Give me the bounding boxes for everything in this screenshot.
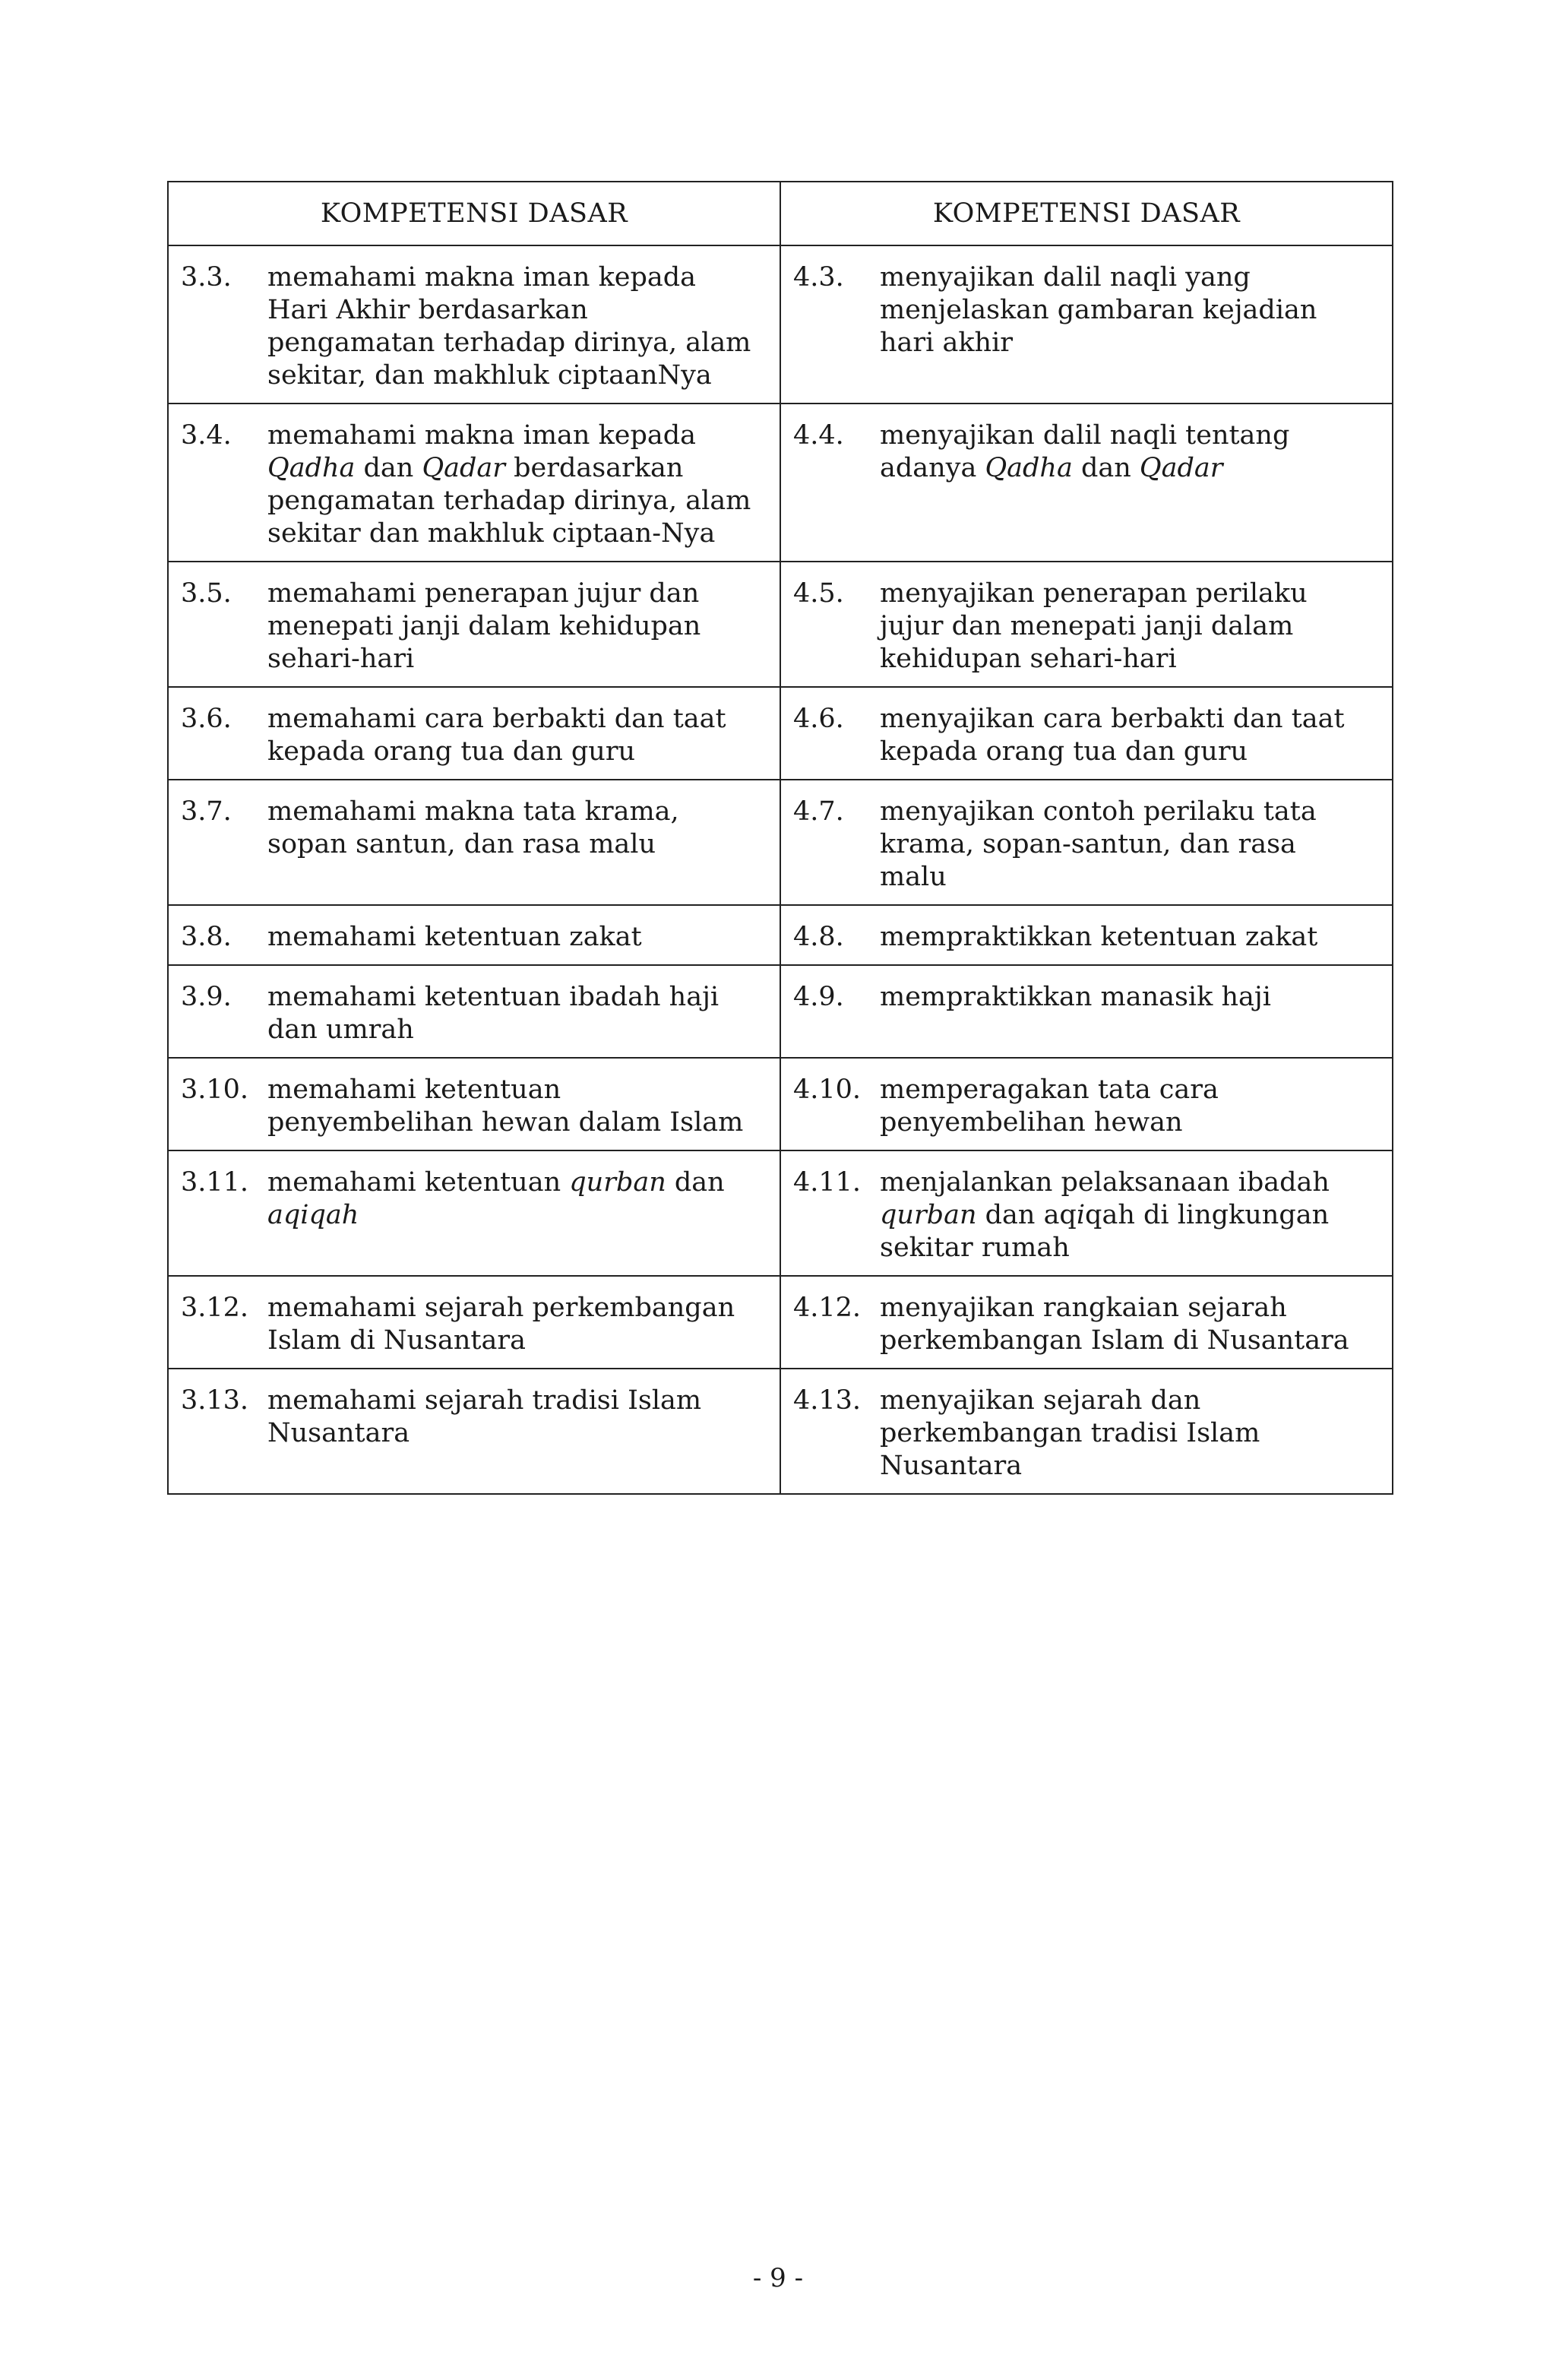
competency-text-line: sekitar dan makhluk ciptaan-Nya — [267, 518, 716, 549]
competency-cell-left — [168, 245, 780, 404]
competency-text — [880, 921, 1381, 954]
competency-item — [181, 419, 769, 550]
competency-text-line: memahami ketentuan — [267, 1074, 561, 1105]
competency-text-line: malu — [880, 862, 947, 892]
competency-cell-left — [168, 562, 780, 687]
table-row — [168, 1150, 1393, 1276]
competency-text-line: menyajikan dalil naqli tentang — [880, 420, 1290, 451]
competency-text-line: sekitar, dan makhluk ciptaanNya — [267, 360, 712, 391]
competency-item — [793, 796, 1381, 894]
competency-text-line: menyajikan rangkaian sejarah — [880, 1293, 1287, 1323]
competency-cell-left — [168, 1058, 780, 1150]
competency-number: 3.4. — [181, 420, 232, 451]
competency-item — [181, 1074, 769, 1139]
competency-text-line: Qadha dan Qadar berdasarkan — [267, 453, 684, 483]
competency-text-line: menepati janji dalam kehidupan — [267, 611, 701, 641]
competency-cell-right — [780, 905, 1393, 965]
competency-text — [880, 578, 1381, 676]
competency-number: 3.7. — [181, 796, 232, 827]
competency-number: 3.5. — [181, 578, 232, 609]
competency-cell-left — [168, 905, 780, 965]
competency-number: 4.6. — [793, 704, 844, 734]
competency-text-line: mempraktikkan manasik haji — [880, 982, 1271, 1012]
competency-text — [880, 1074, 1381, 1139]
competency-text-line: memahami ketentuan qurban dan — [267, 1167, 725, 1198]
competency-cell-left — [168, 1369, 780, 1494]
competency-text-line: memahami makna tata krama, — [267, 796, 679, 827]
competency-table — [167, 181, 1393, 1495]
competency-number: 3.3. — [181, 262, 232, 293]
competency-cell-left — [168, 965, 780, 1058]
competency-cell-right — [780, 687, 1393, 780]
competency-item — [793, 1385, 1381, 1483]
competency-text-line: perkembangan Islam di Nusantara — [880, 1325, 1349, 1356]
competency-cell-left — [168, 404, 780, 562]
competency-text — [267, 578, 769, 676]
competency-cell-right — [780, 245, 1393, 404]
column-header-right: KOMPETENSI DASAR — [780, 182, 1393, 245]
competency-text — [267, 796, 769, 861]
competency-text-line: memahami makna iman kepada — [267, 420, 697, 451]
competency-number: 4.10. — [793, 1074, 862, 1105]
competency-item — [793, 1074, 1381, 1139]
competency-text — [267, 419, 769, 550]
competency-text — [880, 796, 1381, 894]
competency-item — [181, 1166, 769, 1232]
competency-text-line: kepada orang tua dan guru — [267, 736, 636, 767]
competency-text — [267, 921, 769, 954]
competency-text-line: mempraktikkan ketentuan zakat — [880, 922, 1318, 952]
competency-cell-right — [780, 1369, 1393, 1494]
competency-text-line: sopan santun, dan rasa malu — [267, 829, 656, 859]
competency-text — [880, 261, 1381, 359]
competency-number: 4.7. — [793, 796, 844, 827]
competency-text-line: memahami makna iman kepada — [267, 262, 697, 293]
competency-text-line: sekitar rumah — [880, 1233, 1070, 1263]
competency-text — [267, 981, 769, 1046]
competency-text-line: pengamatan terhadap dirinya, alam — [267, 328, 751, 358]
competency-text — [880, 1166, 1381, 1264]
competency-text-line: memahami sejarah perkembangan — [267, 1293, 735, 1323]
competency-text-line: aqiqah — [267, 1200, 359, 1230]
competency-number: 3.10. — [181, 1074, 249, 1105]
table-row — [168, 1276, 1393, 1369]
competency-item — [181, 261, 769, 392]
competency-number: 3.13. — [181, 1385, 249, 1416]
competency-number: 4.4. — [793, 420, 844, 451]
competency-text-line: kehidupan sehari-hari — [880, 644, 1177, 674]
competency-text-line: menjalankan pelaksanaan ibadah — [880, 1167, 1330, 1198]
competency-text-line: kepada orang tua dan guru — [880, 736, 1248, 767]
competency-text-line: perkembangan tradisi Islam — [880, 1418, 1260, 1448]
competency-text-line: krama, sopan-santun, dan rasa — [880, 829, 1296, 859]
table-row — [168, 965, 1393, 1058]
competency-text — [880, 1385, 1381, 1483]
competency-text — [267, 703, 769, 768]
competency-cell-right — [780, 1150, 1393, 1276]
table-header-row — [168, 182, 1393, 245]
competency-text — [880, 1292, 1381, 1357]
competency-cell-right — [780, 404, 1393, 562]
column-header-left: KOMPETENSI DASAR — [168, 182, 780, 245]
competency-number: 4.3. — [793, 262, 844, 293]
table-row — [168, 562, 1393, 687]
competency-item — [793, 981, 1381, 1014]
competency-number: 4.9. — [793, 982, 844, 1012]
competency-text-line: menyajikan contoh perilaku tata — [880, 796, 1317, 827]
competency-item — [181, 981, 769, 1046]
competency-item — [181, 796, 769, 861]
competency-item — [181, 1292, 769, 1357]
competency-text-line: menyajikan cara berbakti dan taat — [880, 704, 1345, 734]
competency-text-line: penyembelihan hewan — [880, 1107, 1183, 1138]
competency-number: 4.8. — [793, 922, 844, 952]
competency-cell-right — [780, 780, 1393, 905]
competency-item — [181, 703, 769, 768]
competency-text — [880, 703, 1381, 768]
competency-cell-left — [168, 687, 780, 780]
competency-number: 4.12. — [793, 1293, 862, 1323]
page-number: - 9 - — [752, 2263, 804, 2293]
competency-number: 4.11. — [793, 1167, 862, 1198]
table-row — [168, 780, 1393, 905]
competency-text-line: Hari Akhir berdasarkan — [267, 295, 588, 325]
competency-text — [267, 1166, 769, 1232]
competency-text-line: memperagakan tata cara — [880, 1074, 1219, 1105]
competency-item — [181, 921, 769, 954]
competency-item — [793, 419, 1381, 485]
table-row — [168, 1369, 1393, 1494]
competency-text — [880, 981, 1381, 1014]
competency-text-line: memahami cara berbakti dan taat — [267, 704, 726, 734]
table-row — [168, 1058, 1393, 1150]
competency-item — [181, 578, 769, 676]
competency-item — [793, 578, 1381, 676]
competency-text-line: menyajikan dalil naqli yang — [880, 262, 1251, 293]
competency-cell-left — [168, 1276, 780, 1369]
competency-text-line: jujur dan menepati janji dalam — [880, 611, 1294, 641]
competency-cell-right — [780, 1058, 1393, 1150]
competency-text — [267, 1292, 769, 1357]
competency-cell-right — [780, 562, 1393, 687]
competency-cell-left — [168, 1150, 780, 1276]
competency-text-line: adanya Qadha dan Qadar — [880, 453, 1223, 483]
competency-text-line: Nusantara — [267, 1418, 410, 1448]
competency-text — [267, 1074, 769, 1139]
competency-number: 3.6. — [181, 704, 232, 734]
competency-number: 3.9. — [181, 982, 232, 1012]
competency-text-line: menjelaskan gambaran kejadian — [880, 295, 1317, 325]
table-row — [168, 245, 1393, 404]
competency-number: 4.13. — [793, 1385, 862, 1416]
competency-text-line: Islam di Nusantara — [267, 1325, 526, 1356]
competency-item — [793, 1166, 1381, 1264]
table-body — [168, 245, 1393, 1494]
competency-text-line: pengamatan terhadap dirinya, alam — [267, 486, 751, 516]
competency-text-line: memahami penerapan jujur dan — [267, 578, 700, 609]
competency-item — [793, 261, 1381, 359]
competency-text-line: penyembelihan hewan dalam Islam — [267, 1107, 744, 1138]
table-row — [168, 687, 1393, 780]
competency-number: 3.12. — [181, 1293, 249, 1323]
competency-text-line: hari akhir — [880, 328, 1013, 358]
competency-text-line: menyajikan sejarah dan — [880, 1385, 1201, 1416]
competency-number: 4.5. — [793, 578, 844, 609]
competency-text-line: memahami ketentuan ibadah haji — [267, 982, 719, 1012]
competency-cell-right — [780, 1276, 1393, 1369]
table-row — [168, 404, 1393, 562]
competency-number: 3.11. — [181, 1167, 249, 1198]
competency-text-line: Nusantara — [880, 1451, 1023, 1481]
competency-cell-left — [168, 780, 780, 905]
competency-text-line: memahami ketentuan zakat — [267, 922, 642, 952]
competency-text-line: qurban dan aqiqah di lingkungan — [880, 1200, 1330, 1230]
competency-text-line: menyajikan penerapan perilaku — [880, 578, 1308, 609]
competency-text — [267, 1385, 769, 1450]
competency-text — [267, 261, 769, 392]
table-row — [168, 905, 1393, 965]
competency-text-line: dan umrah — [267, 1014, 414, 1045]
competency-item — [181, 1385, 769, 1450]
competency-item — [793, 703, 1381, 768]
competency-item — [793, 921, 1381, 954]
competency-number: 3.8. — [181, 922, 232, 952]
competency-text-line: memahami sejarah tradisi Islam — [267, 1385, 702, 1416]
competency-text — [880, 419, 1381, 485]
competency-cell-right — [780, 965, 1393, 1058]
competency-text-line: sehari-hari — [267, 644, 415, 674]
competency-item — [793, 1292, 1381, 1357]
